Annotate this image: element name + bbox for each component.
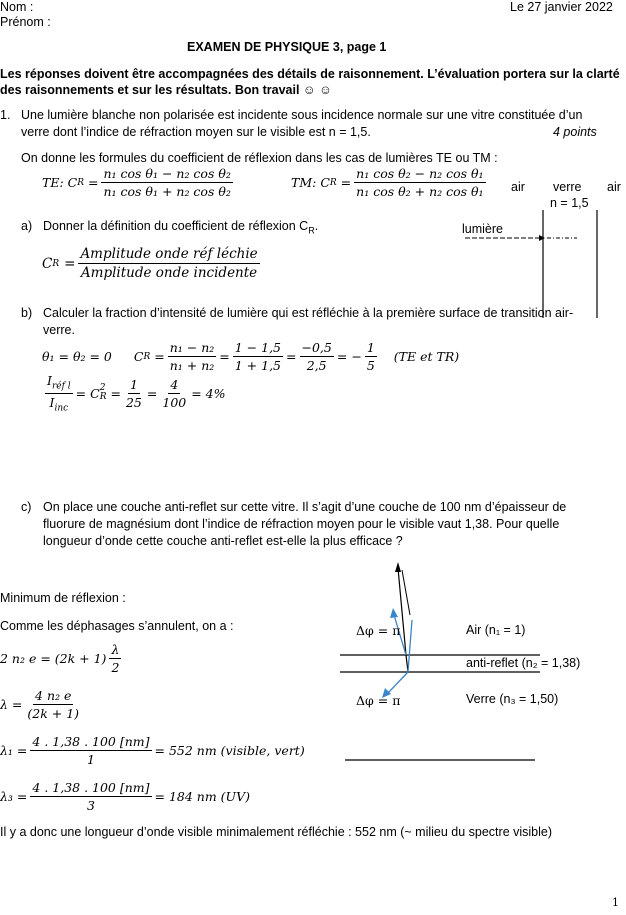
eq3-num: 4 . 1,38 . 100 [nm] [32, 734, 150, 749]
qb-frac5 [124, 377, 144, 410]
eq2-fraction [25, 688, 81, 721]
te-numerator: n₁ cos θ₁ − n₂ cos θ₂ [103, 166, 231, 181]
diagram1-air-right: air [607, 180, 621, 194]
qb-frac5-num: 1 [129, 376, 138, 392]
qb-cr2 [90, 384, 106, 402]
tm-label: TM: C [291, 175, 330, 190]
glass-diagram [455, 170, 625, 320]
dphi-top: Δφ = π [356, 623, 401, 638]
qb-label: b) [21, 306, 33, 320]
qb-cr: C [133, 349, 144, 364]
instructions-line2: des raisonnements et sur les résultats. Bon travail ☺ ☺ [0, 83, 332, 97]
tm-denominator: n₁ cos θ₂ + n₂ cos θ₁ [356, 184, 484, 199]
answer-eq4 [0, 780, 250, 813]
instructions-line1: Les réponses doivent être accompagnées des détails de raisonnement. L’évaluation portera sur la clarté [0, 67, 620, 81]
tm-formula: TM: C R = $\frac{\text{n₁ cos θ₂ − n₂ cos θ₁}}{\text{n₁ cos θ₂ + n₂ cos θ₁}}$ [291, 166, 484, 199]
qc-label: c) [21, 500, 32, 514]
qb-i-refl: I [47, 373, 52, 388]
qb-frac6-den: 100 [162, 394, 187, 410]
eq2-den: (2k + 1) [27, 706, 80, 721]
eq3-left: λ₁ = [0, 743, 28, 758]
answer-minimum: Minimum de réflexion : [0, 591, 126, 605]
qb-frac1-num: n₁ − n₂ [169, 340, 215, 355]
eq2-left: λ = [0, 697, 23, 712]
qb-frac3-den: 2,5 [306, 358, 327, 373]
qb-i-inc: I [49, 394, 55, 410]
dphi-bottom: Δφ = π [356, 693, 401, 708]
qb-frac3-num: −0,5 [301, 340, 332, 355]
qb-cr2-sup: 2 [99, 383, 106, 393]
eq2-num: 4 n₂ e [35, 688, 72, 703]
eq4-num: 4 . 1,38 . 100 [nm] [32, 780, 150, 795]
te-formula: TE: C R = $\frac{\text{n₁ cos θ₁ − n₂ cos θ₂}}{\text{n₁ cos θ₁ + n₂ cos θ₂}}$ [42, 166, 231, 199]
answer-eq1 [0, 642, 124, 675]
q1-line2: verre dont l’indice de réfraction moyen sur le visible est n = 1,5. [21, 125, 371, 139]
date: Le 27 janvier 2022 [510, 0, 613, 14]
eq1-left: 2 n₂ e = (2k + 1) [0, 651, 107, 666]
qb-line2: verre. [43, 323, 75, 337]
qb-frac2 [233, 340, 283, 373]
answer-dephasage: Comme les déphasages s’annulent, on a : [0, 619, 234, 633]
page-number: 1 [612, 896, 619, 909]
qa-cr: C [42, 255, 53, 272]
qb-frac4-num: 1 [366, 340, 375, 355]
diagram1-air-left: air [511, 180, 525, 194]
reflected-ray-second [408, 620, 412, 672]
qb-frac4-den: 5 [366, 358, 375, 373]
qc-line2: fluorure de magnésium dont l’indice de réfraction moyen pour le visible vaut 1,38. Pour quelle [43, 517, 560, 531]
qb-calc-line2: $\frac{I_{réf l}}{I_{inc}}$ = C 2 R = $\frac{1}{25}$ = $\frac{4}{100}$ = 4% [47, 373, 226, 413]
qb-result: = 4% [191, 385, 226, 401]
incident-ray-arrow [539, 235, 545, 241]
eq4-left: λ₃ = [0, 789, 28, 804]
qb-theta: θ₁ = θ₂ = 0 [42, 349, 112, 364]
incident-ray-secondary [402, 570, 410, 615]
qb-frac1 [168, 340, 217, 373]
diagram1-verre: verre [553, 180, 582, 194]
eq3-fraction [30, 734, 151, 767]
qb-cr2-sub: R [99, 392, 107, 402]
eq4-right: = 184 nm (UV) [154, 789, 250, 804]
qa-text [43, 219, 318, 236]
qa-fraction [78, 246, 259, 281]
qa-numerator: Amplitude onde réf léchie [80, 246, 258, 262]
qb-frac3 [300, 340, 334, 373]
te-fraction [101, 166, 232, 199]
qb-frac5-den: 25 [125, 394, 142, 410]
qa-text-sub: R [308, 225, 315, 236]
label-verre: Verre (n₃ = 1,50) [466, 692, 559, 706]
q1-number: 1. [0, 108, 11, 122]
qb-cr2-letter: C [90, 385, 100, 401]
qb-calc-line1: θ₁ = θ₂ = 0 C R = $\frac{\text{n₁ − n₂}}{\text{n₁ + n₂}}$ = $\frac{1 - 1,5}{1 + 1,5}$ = $\frac{-0,5}{2,5}$ = − $\frac{1}{5}$ (TE et TR) [42, 340, 460, 373]
qa-cr-sub: R [52, 258, 60, 269]
eq4-fraction [30, 780, 151, 813]
qc-line1: On place une couche anti-reflet sur cette vitre. Il s’agit d’une couche de 100 nm d’épaisseur de [43, 500, 567, 514]
reflected-ray-top-arrowhead [390, 608, 398, 618]
te-label: TE: C [42, 175, 78, 190]
eq3-right: = 552 nm (visible, vert) [154, 743, 305, 758]
eq3-den: 1 [86, 752, 95, 767]
eq1-fraction [109, 642, 121, 675]
eq4-den: 3 [86, 798, 95, 813]
nom-label: Nom : [0, 0, 34, 14]
qb-frac6 [160, 377, 188, 410]
qb-minus: − [351, 349, 362, 364]
tm-sub: R [329, 177, 337, 188]
qb-frac2-num: 1 − 1,5 [234, 340, 282, 355]
te-denominator: n₁ cos θ₁ + n₂ cos θ₂ [103, 184, 231, 199]
answer-conclusion: Il y a donc une longueur d’onde visible minimalement réfléchie : 552 nm (~ milieu du spectre visible) [0, 825, 553, 839]
qb-frac6-num: 4 [170, 376, 179, 392]
label-air: Air (n₁ = 1) [466, 623, 526, 637]
qa-label: a) [21, 219, 33, 233]
qc-line3: longueur d’onde cette couche anti-reflet est-elle la plus efficace ? [43, 534, 403, 548]
prenom-label: Prénom : [0, 15, 51, 29]
qb-frac1-den: n₁ + n₂ [169, 358, 215, 373]
diagram1-n-label: n = 1,5 [550, 196, 589, 210]
tm-numerator: n₁ cos θ₂ − n₂ cos θ₁ [356, 166, 484, 181]
eq1-num: λ [111, 642, 120, 657]
incident-ray-arrowhead [395, 562, 401, 572]
answer-eq2 [0, 688, 84, 721]
diagram1-lumiere: lumière [462, 222, 503, 236]
qa-definition: C R = $\frac{\text{Amplitude onde réf léchie}}{\text{Amplitude onde incidente}}$ [42, 246, 258, 281]
te-sub: R [77, 177, 84, 188]
qb-i-inc-sub: inc [54, 403, 69, 413]
qa-text-main: Donner la définition du coefficient de réflexion C [43, 219, 309, 233]
qb-i-refl-sub: réf l [51, 381, 71, 392]
qa-denominator: Amplitude onde incidente [80, 265, 258, 281]
qb-line1: Calculer la fraction d’intensité de lumière qui est réfléchie à la première surface de transition air- [43, 306, 574, 320]
qa-text-end: . [314, 219, 319, 233]
q1-line1: Une lumière blanche non polarisée est incidente sous incidence normale sur une vitre constituée d’un [21, 108, 583, 122]
page-title: EXAMEN DE PHYSIQUE 3, page 1 [187, 40, 387, 54]
qb-frac2-den: 1 + 1,5 [234, 358, 282, 373]
q1-points: 4 points [553, 125, 597, 139]
answer-eq3 [0, 734, 305, 767]
qb-te-tr: (TE et TR) [393, 349, 460, 364]
refracted-ray-verre [388, 672, 408, 693]
eq1-den: 2 [111, 660, 120, 675]
formulas-intro: On donne les formules du coefficient de réflexion dans les cas de lumières TE ou TM : [21, 151, 498, 165]
qb-cr-sub: R [143, 351, 151, 362]
qb-frac4 [365, 340, 377, 373]
qb-intensity-ratio [45, 373, 73, 413]
label-antireflet: anti-reflet (n₂ = 1,38) [466, 656, 581, 670]
